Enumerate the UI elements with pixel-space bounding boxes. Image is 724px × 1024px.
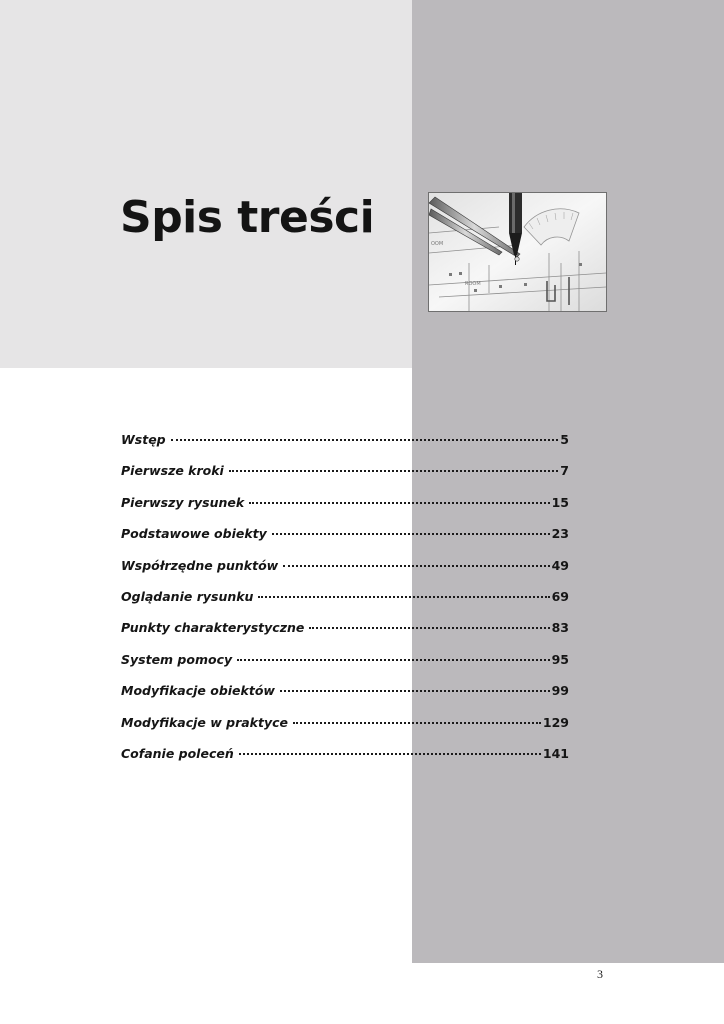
toc-entry-title: Oglądanie rysunku bbox=[121, 588, 254, 604]
toc-entry[interactable] bbox=[121, 522, 569, 553]
toc-entry-page: 141 bbox=[542, 745, 569, 761]
toc-entry-title: Pierwsze kroki bbox=[121, 463, 224, 479]
toc-entry[interactable] bbox=[121, 554, 569, 585]
toc-entry-page: 99 bbox=[551, 683, 569, 699]
toc-leader-dots bbox=[293, 708, 541, 724]
page-number: 3 bbox=[597, 967, 603, 981]
toc-entry[interactable] bbox=[121, 491, 569, 522]
toc-entry-title: Modyfikacje obiektów bbox=[121, 683, 275, 699]
toc-entry[interactable] bbox=[121, 711, 569, 742]
toc-entry-page: 23 bbox=[551, 526, 569, 542]
toc-leader-dots bbox=[309, 613, 549, 629]
svg-text:ROOM: ROOM bbox=[465, 281, 481, 287]
toc-entry-page: 129 bbox=[542, 714, 569, 730]
toc-entry-title: Podstawowe obiekty bbox=[121, 526, 267, 542]
toc-entry-page: 49 bbox=[551, 557, 569, 573]
page-title: Spis treści bbox=[120, 192, 375, 243]
table-of-contents bbox=[121, 428, 569, 773]
toc-entry-title: Pierwszy rysunek bbox=[121, 494, 245, 510]
toc-leader-dots bbox=[272, 519, 550, 535]
toc-entry-page: 83 bbox=[551, 620, 569, 636]
svg-text:OOM: OOM bbox=[431, 241, 444, 247]
toc-leader-dots bbox=[283, 551, 549, 567]
toc-leader-dots bbox=[249, 488, 549, 504]
drafting-compass-photo bbox=[428, 192, 607, 312]
toc-entry[interactable] bbox=[121, 648, 569, 679]
toc-entry-title: System pomocy bbox=[121, 651, 233, 667]
toc-entry-page: 69 bbox=[551, 588, 569, 604]
toc-entry-page: 5 bbox=[560, 432, 569, 447]
toc-entry[interactable] bbox=[121, 742, 569, 773]
toc-entry-title: Modyfikacje w praktyce bbox=[121, 714, 289, 730]
toc-entry-title: Cofanie poleceń bbox=[121, 745, 234, 761]
toc-entry-title: Współrzędne punktów bbox=[121, 557, 279, 573]
toc-leader-dots bbox=[239, 739, 541, 755]
toc-entry[interactable] bbox=[121, 459, 569, 490]
toc-entry[interactable] bbox=[121, 585, 569, 616]
toc-entry-page: 15 bbox=[551, 494, 569, 510]
toc-entry[interactable] bbox=[121, 616, 569, 647]
toc-entry-page: 95 bbox=[551, 651, 569, 667]
toc-entry-title: Wstęp bbox=[121, 432, 166, 447]
toc-leader-dots bbox=[237, 645, 549, 661]
toc-entry[interactable] bbox=[121, 679, 569, 710]
header-background-panel bbox=[0, 0, 412, 368]
toc-entry-page: 7 bbox=[560, 463, 569, 479]
toc-entry-title: Punkty charakterystyczne bbox=[121, 620, 305, 636]
toc-leader-dots bbox=[258, 582, 549, 598]
toc-leader-dots bbox=[229, 456, 558, 472]
toc-leader-dots bbox=[171, 425, 559, 441]
toc-leader-dots bbox=[280, 676, 550, 692]
toc-entry[interactable] bbox=[121, 428, 569, 459]
